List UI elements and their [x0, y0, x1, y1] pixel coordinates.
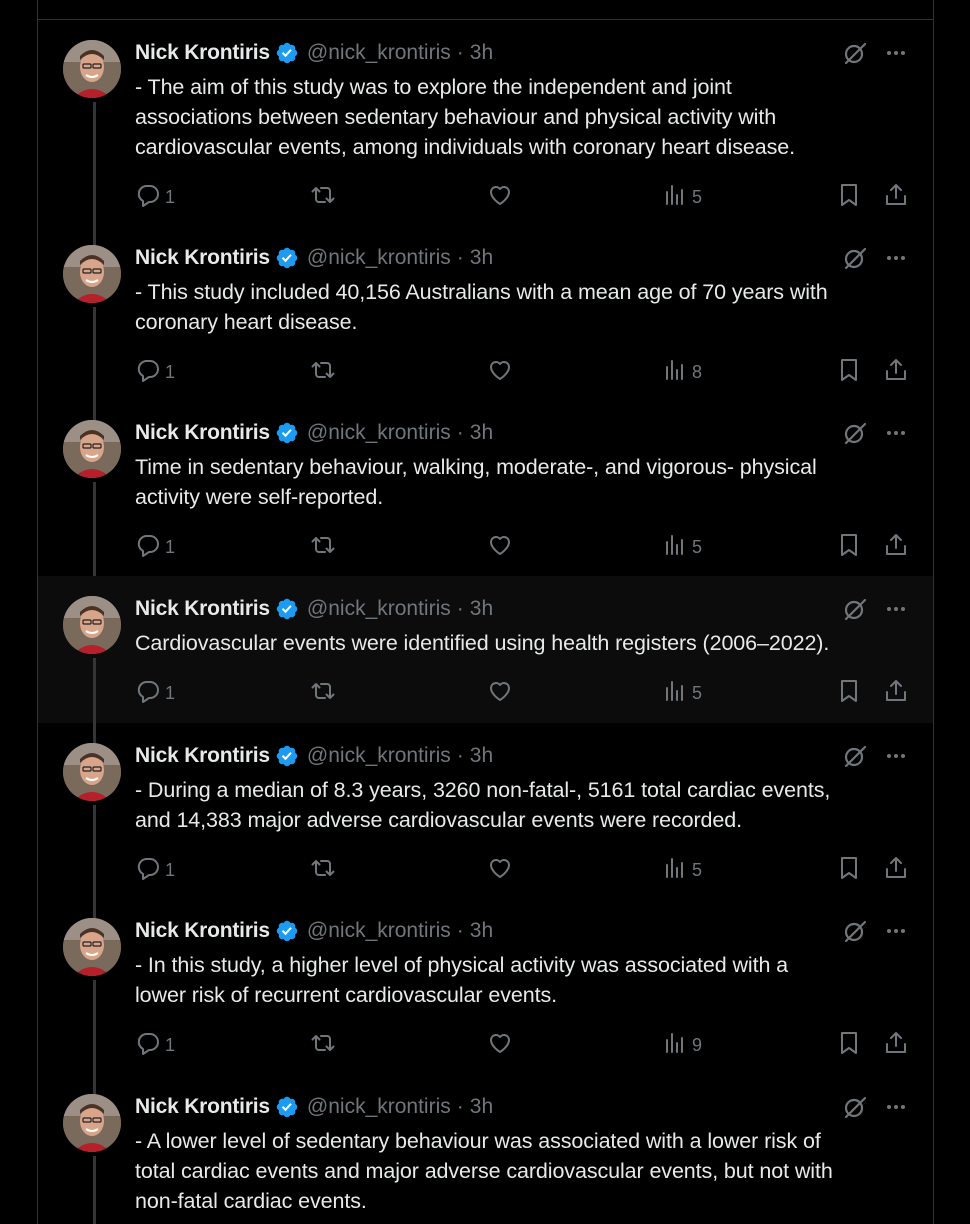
tweet-header	[135, 1092, 493, 1122]
views-count: 8	[692, 362, 703, 382]
tweet-text: - This study included 40,156 Australians with a mean age of 70 years with coronary heart disease.	[135, 280, 828, 334]
views-count: 5	[692, 537, 703, 557]
more-icon[interactable]	[884, 420, 908, 446]
share-button[interactable]	[883, 357, 909, 388]
repost-button[interactable]	[310, 855, 336, 886]
author-handle[interactable]: @nick_krontiris	[306, 919, 451, 942]
grok-icon[interactable]	[842, 596, 868, 622]
separator: ·	[456, 597, 464, 620]
views-icon	[662, 182, 688, 213]
tweet-header	[135, 741, 493, 771]
author-name[interactable]: Nick Krontiris	[135, 919, 270, 942]
more-icon[interactable]	[884, 245, 908, 271]
tweet-text: - During a median of 8.3 years, 3260 non-fatal-, 5161 total cardiac events, and 14,383 major adverse cardiovascular events were recorded.	[135, 778, 831, 832]
tweet[interactable]	[38, 400, 933, 576]
more-icon[interactable]	[884, 1094, 908, 1120]
views-button[interactable]	[662, 532, 702, 563]
separator: ·	[456, 41, 464, 64]
reply-icon	[135, 678, 161, 709]
grok-icon[interactable]	[842, 40, 868, 66]
bookmark-icon	[836, 678, 862, 709]
share-icon	[883, 678, 909, 709]
tweet[interactable]	[38, 898, 933, 1074]
share-button[interactable]	[883, 1030, 909, 1061]
avatar[interactable]	[63, 245, 121, 303]
more-icon[interactable]	[884, 40, 908, 66]
tweet[interactable]	[38, 225, 933, 400]
reply-button[interactable]	[135, 678, 175, 709]
grok-icon[interactable]	[842, 743, 868, 769]
bookmark-icon	[836, 1030, 862, 1061]
reply-icon	[135, 1030, 161, 1061]
timestamp[interactable]: 3h	[469, 919, 494, 942]
more-icon[interactable]	[884, 743, 908, 769]
reply-icon	[135, 855, 161, 886]
views-button[interactable]	[662, 1030, 702, 1061]
verified-badge-icon	[275, 744, 299, 768]
views-count: 5	[692, 187, 703, 207]
author-handle[interactable]: @nick_krontiris	[306, 1095, 451, 1118]
tweet[interactable]	[38, 1074, 933, 1224]
reply-button[interactable]	[135, 1030, 175, 1061]
bookmark-button[interactable]	[836, 182, 862, 213]
bookmark-button[interactable]	[836, 1030, 862, 1061]
bookmark-icon	[836, 357, 862, 388]
bookmark-icon	[836, 532, 862, 563]
grok-icon[interactable]	[842, 420, 868, 446]
separator: ·	[456, 919, 464, 942]
timestamp[interactable]: 3h	[469, 1095, 494, 1118]
views-count: 9	[692, 1035, 703, 1055]
separator: ·	[456, 1095, 464, 1118]
like-button[interactable]	[487, 678, 513, 709]
bookmark-button[interactable]	[836, 532, 862, 563]
repost-icon	[310, 357, 336, 388]
reply-count: 1	[165, 537, 176, 557]
author-handle[interactable]: @nick_krontiris	[306, 41, 451, 64]
reply-button[interactable]	[135, 532, 175, 563]
views-button[interactable]	[662, 182, 702, 213]
reply-count: 1	[165, 683, 176, 703]
views-button[interactable]	[662, 855, 702, 886]
views-count: 5	[692, 683, 703, 703]
grok-icon[interactable]	[842, 1094, 868, 1120]
tweet-text: Cardiovascular events were identified using health registers (2006–2022).	[135, 631, 830, 655]
timestamp[interactable]: 3h	[469, 421, 494, 444]
views-icon	[662, 855, 688, 886]
like-icon	[487, 182, 513, 213]
separator: ·	[456, 246, 464, 269]
separator: ·	[456, 421, 464, 444]
author-name[interactable]: Nick Krontiris	[135, 744, 270, 767]
like-button[interactable]	[487, 182, 513, 213]
repost-icon	[310, 182, 336, 213]
reply-count: 1	[165, 187, 176, 207]
reply-count: 1	[165, 362, 176, 382]
views-button[interactable]	[662, 357, 702, 388]
author-handle[interactable]: @nick_krontiris	[306, 246, 451, 269]
share-icon	[883, 532, 909, 563]
repost-icon	[310, 532, 336, 563]
share-icon	[883, 855, 909, 886]
like-icon	[487, 1030, 513, 1061]
tweet-header	[135, 243, 493, 273]
bookmark-icon	[836, 855, 862, 886]
verified-badge-icon	[275, 421, 299, 445]
grok-icon[interactable]	[842, 245, 868, 271]
grok-icon[interactable]	[842, 918, 868, 944]
repost-button[interactable]	[310, 182, 336, 213]
repost-button[interactable]	[310, 678, 336, 709]
bookmark-icon	[836, 182, 862, 213]
avatar[interactable]	[63, 1094, 121, 1152]
tweet-header	[135, 418, 493, 448]
reply-button[interactable]	[135, 182, 175, 213]
author-name[interactable]: Nick Krontiris	[135, 1095, 270, 1118]
like-button[interactable]	[487, 855, 513, 886]
views-icon	[662, 357, 688, 388]
repost-icon	[310, 1030, 336, 1061]
views-icon	[662, 678, 688, 709]
share-button[interactable]	[883, 532, 909, 563]
views-count: 5	[692, 860, 703, 880]
views-icon	[662, 532, 688, 563]
tweet-header	[135, 594, 493, 624]
author-handle[interactable]: @nick_krontiris	[306, 421, 451, 444]
author-name[interactable]: Nick Krontiris	[135, 597, 270, 620]
bookmark-button[interactable]	[836, 678, 862, 709]
like-button[interactable]	[487, 532, 513, 563]
reply-icon	[135, 532, 161, 563]
bookmark-button[interactable]	[836, 855, 862, 886]
tweet-text: - A lower level of sedentary behaviour was associated with a lower risk of total cardiac events and major adverse cardiovascular events, but not with non-fatal cardiac events.	[135, 1129, 833, 1213]
more-icon[interactable]	[884, 918, 908, 944]
repost-button[interactable]	[310, 532, 336, 563]
tweet-text: Time in sedentary behaviour, walking, moderate-, and vigorous- physical activity were self-reported.	[135, 455, 817, 509]
verified-badge-icon	[275, 246, 299, 270]
verified-badge-icon	[275, 1095, 299, 1119]
timestamp[interactable]: 3h	[469, 597, 494, 620]
separator: ·	[456, 744, 464, 767]
thread-timeline	[37, 0, 934, 1224]
reply-button[interactable]	[135, 855, 175, 886]
reply-icon	[135, 357, 161, 388]
tweet[interactable]	[38, 723, 933, 898]
verified-badge-icon	[275, 919, 299, 943]
like-icon	[487, 357, 513, 388]
bookmark-button[interactable]	[836, 357, 862, 388]
avatar[interactable]	[63, 596, 121, 654]
avatar[interactable]	[63, 743, 121, 801]
tweet-header	[135, 916, 493, 946]
repost-icon	[310, 678, 336, 709]
share-icon	[883, 1030, 909, 1061]
tweet[interactable]	[38, 576, 933, 723]
tweet-header	[135, 38, 493, 68]
verified-badge-icon	[275, 41, 299, 65]
tweet-text: - In this study, a higher level of physical activity was associated with a lower risk of recurrent cardiovascular events.	[135, 953, 789, 1007]
reply-count: 1	[165, 1035, 176, 1055]
views-button[interactable]	[662, 678, 702, 709]
author-handle[interactable]: @nick_krontiris	[306, 597, 451, 620]
like-icon	[487, 678, 513, 709]
avatar[interactable]	[63, 918, 121, 976]
more-icon[interactable]	[884, 596, 908, 622]
share-button[interactable]	[883, 182, 909, 213]
share-icon	[883, 357, 909, 388]
repost-icon	[310, 855, 336, 886]
thread-connector	[93, 1156, 96, 1224]
timestamp[interactable]: 3h	[469, 41, 494, 64]
author-name[interactable]: Nick Krontiris	[135, 41, 270, 64]
timestamp[interactable]: 3h	[469, 246, 494, 269]
author-name[interactable]: Nick Krontiris	[135, 246, 270, 269]
like-icon	[487, 855, 513, 886]
reply-count: 1	[165, 860, 176, 880]
verified-badge-icon	[275, 597, 299, 621]
share-button[interactable]	[883, 855, 909, 886]
reply-icon	[135, 182, 161, 213]
author-name[interactable]: Nick Krontiris	[135, 421, 270, 444]
timestamp[interactable]: 3h	[469, 744, 494, 767]
repost-button[interactable]	[310, 1030, 336, 1061]
tweet[interactable]	[38, 20, 933, 225]
share-icon	[883, 182, 909, 213]
reply-button[interactable]	[135, 357, 175, 388]
avatar[interactable]	[63, 40, 121, 98]
like-button[interactable]	[487, 357, 513, 388]
views-icon	[662, 1030, 688, 1061]
author-handle[interactable]: @nick_krontiris	[306, 744, 451, 767]
tweet-text: - The aim of this study was to explore the independent and joint associations between sedentary behaviour and physical activity with cardiovascular events, among individuals with coronary heart disease.	[135, 75, 795, 159]
like-button[interactable]	[487, 1030, 513, 1061]
repost-button[interactable]	[310, 357, 336, 388]
avatar[interactable]	[63, 420, 121, 478]
share-button[interactable]	[883, 678, 909, 709]
like-icon	[487, 532, 513, 563]
